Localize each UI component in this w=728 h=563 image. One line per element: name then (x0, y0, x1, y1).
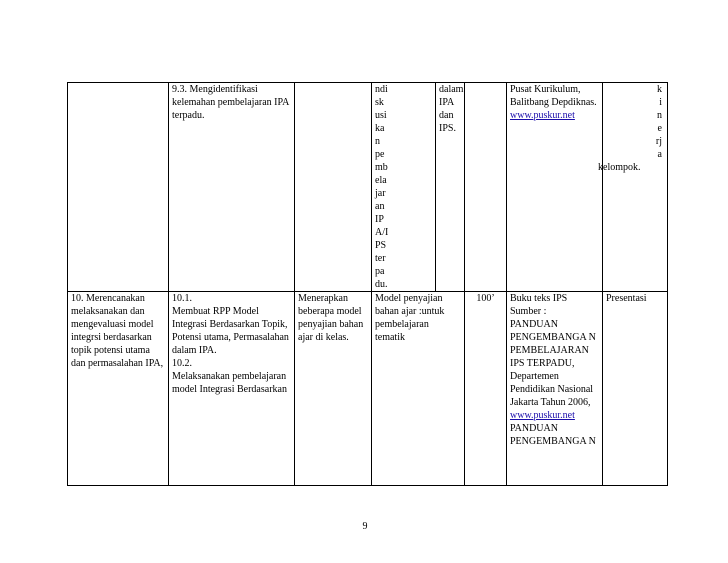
cell-source (507, 292, 603, 486)
table-row (68, 83, 668, 292)
table-row (68, 292, 668, 486)
cell-material: Model penyajian bahan ajar :untuk pembelajaran tematik (372, 292, 465, 486)
cell-competency: 10. Merencanakan melaksanakan dan mengevaluasi model integrsi berdasarkan topik potensi utama dan permasalahan IPA, (68, 292, 169, 486)
indicator-number-1: 10.1. (172, 293, 192, 304)
source-link[interactable]: www.puskur.net (510, 110, 575, 121)
indicator-text-2: Melaksanakan pembelajaran model Integrasi Berdasarkan (172, 371, 287, 395)
cell-source (507, 83, 603, 292)
source-book: Buku teks IPS (510, 293, 568, 304)
source-label: Sumber : (510, 306, 547, 317)
page-number: 9 (362, 521, 368, 532)
source-text: Pusat Kurikulum, Balitbang Depdiknas. (510, 84, 597, 108)
cell-material-tail: dalam IPA dan IPS. (436, 83, 465, 292)
source-reference: PANDUAN PENGEMBANGA N PEMBELAJARAN IPS TERPADU, Departemen Pendidikan Nasional Jakarta Tahun 2006, (510, 319, 596, 408)
cell-indicator: 9.3. Mengidentifikasi kelemahan pembelajaran IPA terpadu. (169, 83, 295, 292)
cell-competency (68, 83, 169, 292)
assessment-letters: k i n e rj a (655, 84, 662, 160)
indicator-text-1: Membuat RPP Model Integrasi Berdasarkan Topik, Potensi utama, Permasalahan dalam IPA. (172, 306, 289, 356)
cell-indicator (169, 292, 295, 486)
cell-material-fragment: ndi sk usi ka n pe mb ela jar an IP A/I PS ter pa du. (372, 83, 436, 292)
cell-assessment (598, 83, 668, 292)
assessment-word: kelompok. (598, 162, 641, 173)
source-link[interactable]: www.puskur.net (510, 410, 575, 421)
syllabus-table (67, 82, 668, 486)
cell-learning-experience (295, 83, 372, 292)
source-reference-2: PANDUAN PENGEMBANGA N (510, 423, 596, 447)
cell-time (465, 83, 507, 292)
cell-learning-experience: Menerapkan beberapa model penyajian bahan ajar di kelas. (295, 292, 372, 486)
cell-time: 100’ (465, 292, 507, 486)
indicator-number-2: 10.2. (172, 358, 192, 369)
cell-assessment: Presentasi (603, 292, 668, 486)
